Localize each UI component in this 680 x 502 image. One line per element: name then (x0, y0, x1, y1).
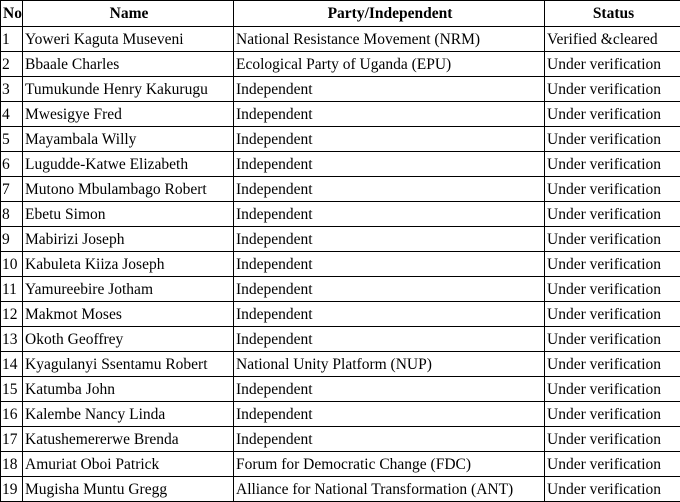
no-cell: 13 (1, 327, 23, 352)
table-row (1, 27, 680, 52)
table-row (1, 77, 680, 102)
no-cell: 19 (1, 477, 23, 502)
header-name: Name (23, 1, 234, 27)
party-cell: Independent (234, 327, 545, 352)
name-cell: Mwesigye Fred (23, 102, 234, 127)
table-row (1, 227, 680, 252)
no-cell: 3 (1, 77, 23, 102)
status-cell: Under verification (545, 452, 680, 477)
no-cell: 14 (1, 352, 23, 377)
status-cell: Under verification (545, 202, 680, 227)
name-cell: Kyagulanyi Ssentamu Robert (23, 352, 234, 377)
no-cell: 2 (1, 52, 23, 77)
name-cell: Katushemererwe Brenda (23, 427, 234, 452)
no-cell: 12 (1, 302, 23, 327)
party-cell: Ecological Party of Uganda (EPU) (234, 52, 545, 77)
name-cell: Lugudde-Katwe Elizabeth (23, 152, 234, 177)
no-cell: 7 (1, 177, 23, 202)
no-cell: 8 (1, 202, 23, 227)
table-row (1, 152, 680, 177)
party-cell: Independent (234, 377, 545, 402)
name-cell: Mabirizi Joseph (23, 227, 234, 252)
table-row (1, 352, 680, 377)
status-cell: Under verification (545, 152, 680, 177)
table-row (1, 302, 680, 327)
status-cell: Under verification (545, 402, 680, 427)
name-cell: Tumukunde Henry Kakurugu (23, 77, 234, 102)
status-cell: Under verification (545, 52, 680, 77)
name-cell: Makmot Moses (23, 302, 234, 327)
name-cell: Mugisha Muntu Gregg (23, 477, 234, 502)
table-row (1, 52, 680, 77)
table-row (1, 277, 680, 302)
party-cell: Independent (234, 177, 545, 202)
status-cell: Under verification (545, 327, 680, 352)
no-cell: 10 (1, 252, 23, 277)
no-cell: 11 (1, 277, 23, 302)
status-cell: Under verification (545, 477, 680, 502)
party-cell: Forum for Democratic Change (FDC) (234, 452, 545, 477)
table-row (1, 177, 680, 202)
no-cell: 1 (1, 27, 23, 52)
table-row (1, 127, 680, 152)
party-cell: Independent (234, 227, 545, 252)
status-cell: Under verification (545, 427, 680, 452)
party-cell: Independent (234, 252, 545, 277)
table-row (1, 427, 680, 452)
status-cell: Under verification (545, 252, 680, 277)
name-cell: Ebetu Simon (23, 202, 234, 227)
party-cell: Independent (234, 302, 545, 327)
table-row (1, 377, 680, 402)
header-status: Status (545, 1, 680, 27)
status-cell: Under verification (545, 277, 680, 302)
party-cell: Independent (234, 152, 545, 177)
no-cell: 4 (1, 102, 23, 127)
no-cell: 9 (1, 227, 23, 252)
no-cell: 18 (1, 452, 23, 477)
no-cell: 16 (1, 402, 23, 427)
no-cell: 6 (1, 152, 23, 177)
party-cell: Independent (234, 77, 545, 102)
header-party: Party/Independent (234, 1, 545, 27)
party-cell: Independent (234, 127, 545, 152)
party-cell: Independent (234, 102, 545, 127)
name-cell: Bbaale Charles (23, 52, 234, 77)
table-row (1, 452, 680, 477)
party-cell: Independent (234, 427, 545, 452)
status-cell: Under verification (545, 127, 680, 152)
name-cell: Amuriat Oboi Patrick (23, 452, 234, 477)
table-row (1, 202, 680, 227)
name-cell: Mayambala Willy (23, 127, 234, 152)
name-cell: Katumba John (23, 377, 234, 402)
no-cell: 5 (1, 127, 23, 152)
table-row (1, 402, 680, 427)
status-cell: Verified &cleared (545, 27, 680, 52)
status-cell: Under verification (545, 177, 680, 202)
name-cell: Yoweri Kaguta Museveni (23, 27, 234, 52)
status-cell: Under verification (545, 77, 680, 102)
party-cell: National Resistance Movement (NRM) (234, 27, 545, 52)
status-cell: Under verification (545, 227, 680, 252)
party-cell: National Unity Platform (NUP) (234, 352, 545, 377)
name-cell: Kabuleta Kiiza Joseph (23, 252, 234, 277)
header-row (1, 1, 680, 27)
party-cell: Independent (234, 202, 545, 227)
status-cell: Under verification (545, 377, 680, 402)
name-cell: Yamureebire Jotham (23, 277, 234, 302)
name-cell: Kalembe Nancy Linda (23, 402, 234, 427)
table-row (1, 477, 680, 502)
no-cell: 15 (1, 377, 23, 402)
table-row (1, 252, 680, 277)
status-cell: Under verification (545, 352, 680, 377)
status-cell: Under verification (545, 302, 680, 327)
name-cell: Okoth Geoffrey (23, 327, 234, 352)
party-cell: Alliance for National Transformation (ANT) (234, 477, 545, 502)
party-cell: Independent (234, 402, 545, 427)
header-no: No (1, 1, 23, 27)
table-row (1, 327, 680, 352)
status-cell: Under verification (545, 102, 680, 127)
name-cell: Mutono Mbulambago Robert (23, 177, 234, 202)
table-row (1, 102, 680, 127)
party-cell: Independent (234, 277, 545, 302)
no-cell: 17 (1, 427, 23, 452)
